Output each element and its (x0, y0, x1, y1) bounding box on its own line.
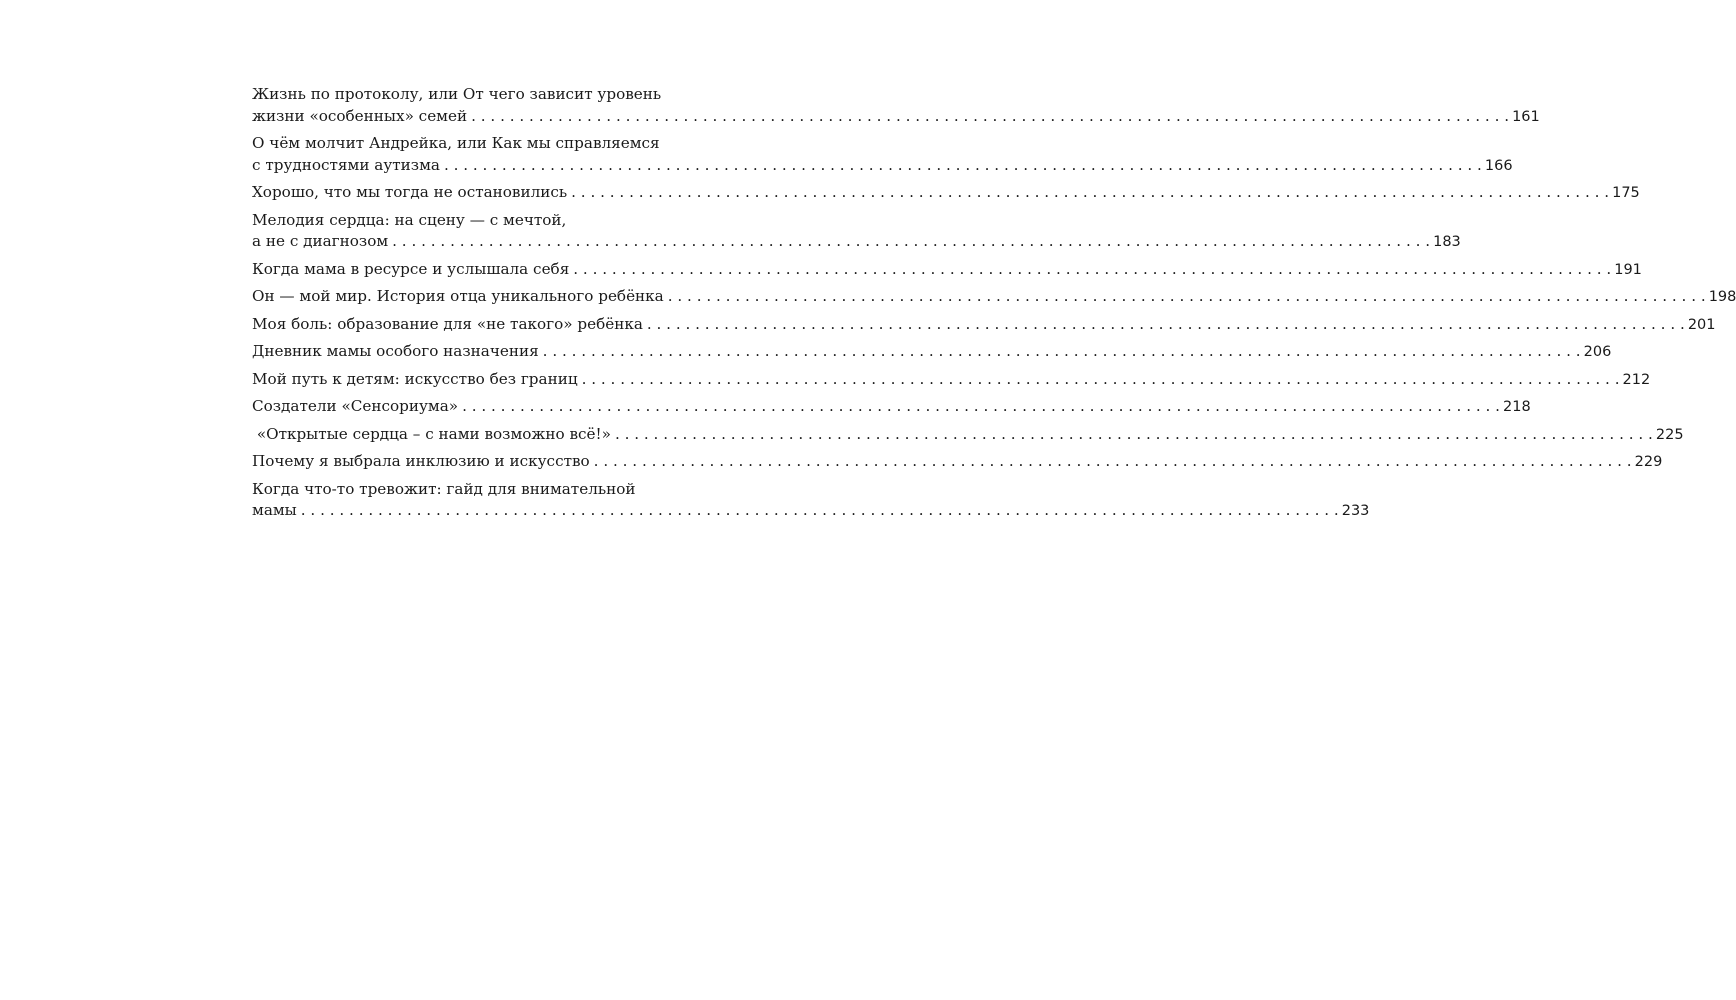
dot-leader (571, 182, 1609, 204)
toc-entry-title: мамы (252, 501, 297, 519)
toc-entry[interactable] (252, 210, 1461, 254)
toc-entry-last-line (252, 182, 1640, 205)
toc-entry[interactable] (252, 133, 1513, 177)
dot-leader (668, 286, 1706, 308)
toc-entry-last-line (252, 500, 1370, 523)
toc-entry-page-number: 212 (1622, 371, 1651, 388)
toc-entry[interactable] (252, 396, 1531, 419)
dot-leader (471, 106, 1509, 128)
toc-entry[interactable] (252, 314, 1716, 337)
toc-entry[interactable] (252, 259, 1642, 282)
toc-entry-page-number: 191 (1614, 261, 1642, 278)
toc-entry-last-line (252, 451, 1663, 474)
dot-leader (582, 369, 1620, 391)
toc-entry-title: с трудностями аутизма (252, 155, 440, 174)
toc-entry-title: Он — мой мир. История отца уникального ребёнка (252, 287, 664, 305)
toc-entry-title: жизни «особенных» семей (252, 106, 468, 125)
toc-entry[interactable] (252, 479, 1370, 523)
toc-entry-last-line (252, 314, 1716, 337)
toc-entry-page-number: 166 (1484, 157, 1513, 174)
toc-entry-page-number: 201 (1687, 316, 1716, 333)
toc-entry-title: Создатели «Сенсориума» (252, 397, 459, 415)
dot-leader (462, 396, 1500, 418)
toc-entry[interactable] (252, 84, 1540, 128)
toc-entry-page-number: 229 (1634, 454, 1663, 470)
toc-entry-page-number: 225 (1655, 426, 1684, 443)
dot-leader (543, 341, 1581, 363)
dot-leader (392, 231, 1430, 253)
toc-entry-page-number: 175 (1612, 185, 1640, 201)
toc-entry-page-number: 183 (1433, 234, 1461, 250)
toc-entry-page-number: 198 (1708, 289, 1736, 305)
toc-entry-title-line: О чём молчит Андрейка, или Как мы справляемся (252, 134, 660, 152)
dot-leader (594, 451, 1632, 473)
toc-entry-title: Моя боль: образование для «не такого» ребёнка (252, 314, 643, 333)
dot-leader (573, 259, 1611, 281)
toc-entry-page-number: 161 (1512, 108, 1540, 125)
toc-entry-page-number: 206 (1583, 344, 1612, 360)
toc-entry-title: Когда мама в ресурсе и услышала себя (252, 259, 570, 278)
toc-entry-title: а не с диагнозом (252, 232, 389, 250)
toc-entry[interactable] (252, 369, 1651, 392)
toc-entry-page-number: 218 (1503, 399, 1531, 415)
toc-entry-last-line (252, 286, 1736, 309)
toc-entry-title-line: Жизнь по протоколу, или От чего зависит уровень (252, 85, 662, 103)
toc-entry[interactable] (252, 341, 1612, 364)
toc-entry-page-number: 233 (1341, 503, 1370, 519)
dot-leader (444, 155, 1482, 177)
toc-entry-last-line (252, 369, 1651, 392)
toc-entry-title: Дневник мамы особого назначения (252, 342, 539, 360)
toc-entry-last-line (252, 424, 1684, 447)
table-of-contents (252, 84, 1736, 528)
dot-leader (615, 424, 1653, 446)
toc-entry-last-line (252, 106, 1540, 129)
toc-entry-last-line (252, 155, 1513, 178)
toc-entry-title: «Открытые сердца – с нами возможно всё!» (252, 424, 611, 443)
toc-entry-title-line: Мелодия сердца: на сцену — с мечтой, (252, 210, 567, 229)
toc-entry-title: Мой путь к детям: искусство без границ (252, 369, 578, 388)
toc-entry[interactable] (252, 424, 1684, 447)
toc-entry[interactable] (252, 182, 1640, 205)
toc-entry-title: Почему я выбрала инклюзию и искусство (252, 452, 590, 470)
dot-leader (301, 500, 1339, 522)
toc-entry[interactable] (252, 451, 1663, 474)
toc-entry-title-line: Когда что-то тревожит: гайд для внимательной (252, 479, 636, 498)
toc-entry-last-line (252, 231, 1461, 254)
dot-leader (647, 314, 1685, 336)
toc-entry-last-line (252, 396, 1531, 419)
toc-entry-last-line (252, 259, 1642, 282)
toc-entry[interactable] (252, 286, 1736, 309)
toc-entry-title: Хорошо, что мы тогда не остановились (252, 183, 568, 201)
toc-entry-last-line (252, 341, 1612, 364)
